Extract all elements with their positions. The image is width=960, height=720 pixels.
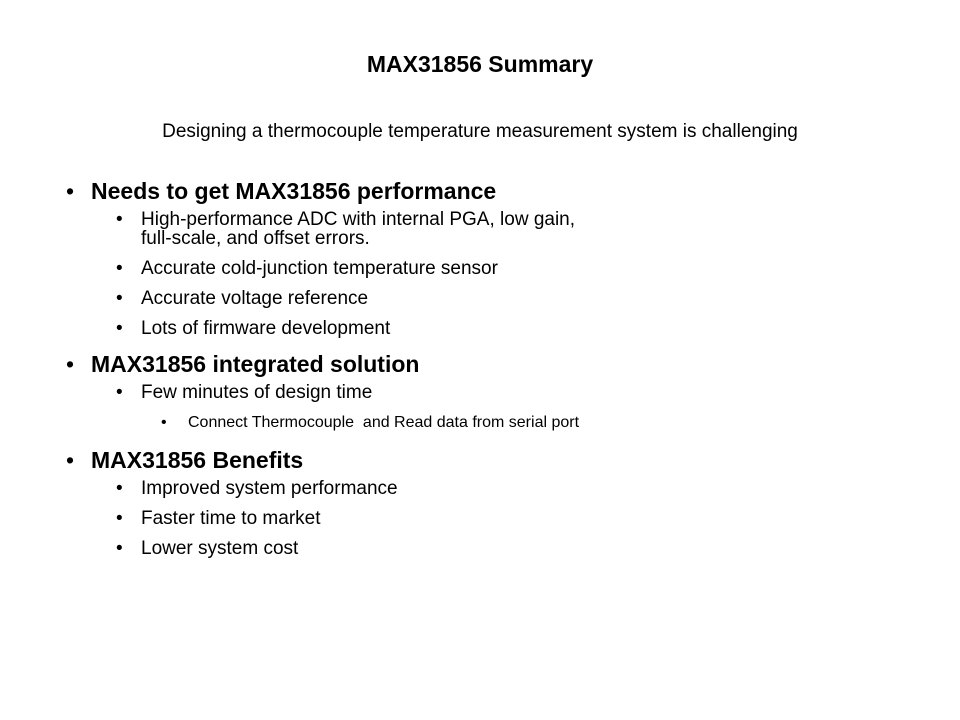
- bullet-item-text: Faster time to market: [141, 508, 321, 529]
- bullet-item-text: Lots of firmware development: [141, 318, 391, 339]
- bullet-heading-text: MAX31856 integrated solution: [91, 351, 420, 377]
- bullet-icon: •: [116, 209, 123, 230]
- bullet-item: [116, 319, 906, 338]
- bullet-icon: •: [116, 538, 123, 559]
- bullet-heading: [66, 349, 906, 379]
- bullet-heading-text: Needs to get MAX31856 performance: [91, 178, 497, 204]
- bullet-list: [66, 176, 906, 569]
- bullet-heading-text: MAX31856 Benefits: [91, 447, 304, 473]
- bullet-icon: •: [161, 414, 167, 431]
- bullet-subitem: [161, 413, 906, 433]
- bullet-item-text: High-performance ADC with internal PGA, low gain,: [141, 209, 576, 230]
- bullet-item-text: Lower system cost: [141, 538, 299, 559]
- bullet-item: [116, 509, 906, 528]
- bullet-heading: [66, 445, 906, 475]
- bullet-item-text: Few minutes of design time: [141, 382, 373, 403]
- bullet-item: [116, 539, 906, 558]
- bullet-item-text: Accurate voltage reference: [141, 288, 369, 309]
- bullet-icon: •: [66, 447, 75, 473]
- bullet-icon: •: [116, 508, 123, 529]
- bullet-item-text: Improved system performance: [141, 478, 398, 499]
- bullet-item: [116, 383, 906, 402]
- bullet-icon: •: [66, 178, 75, 204]
- section-benefits: [66, 445, 906, 558]
- slide-subtitle: Designing a thermocouple temperature measurement system is challenging: [162, 121, 798, 142]
- bullet-item-text-continued: full-scale, and offset errors.: [141, 228, 370, 249]
- bullet-icon: •: [66, 351, 75, 377]
- bullet-icon: •: [116, 382, 123, 403]
- slide-title: MAX31856 Summary: [366, 51, 594, 77]
- bullet-icon: •: [116, 318, 123, 339]
- bullet-heading: [66, 176, 906, 206]
- bullet-subitem-text: Connect Thermocouple and Read data from serial port: [188, 414, 580, 431]
- bullet-item: [116, 210, 906, 248]
- bullet-item: [116, 259, 906, 278]
- bullet-icon: •: [116, 478, 123, 499]
- bullet-item: [116, 479, 906, 498]
- bullet-icon: •: [116, 258, 123, 279]
- bullet-item: [116, 289, 906, 308]
- bullet-item-text: Accurate cold-junction temperature sensor: [141, 258, 498, 279]
- section-performance-needs: [66, 176, 906, 338]
- section-integrated-solution: [66, 349, 906, 433]
- bullet-icon: •: [116, 288, 123, 309]
